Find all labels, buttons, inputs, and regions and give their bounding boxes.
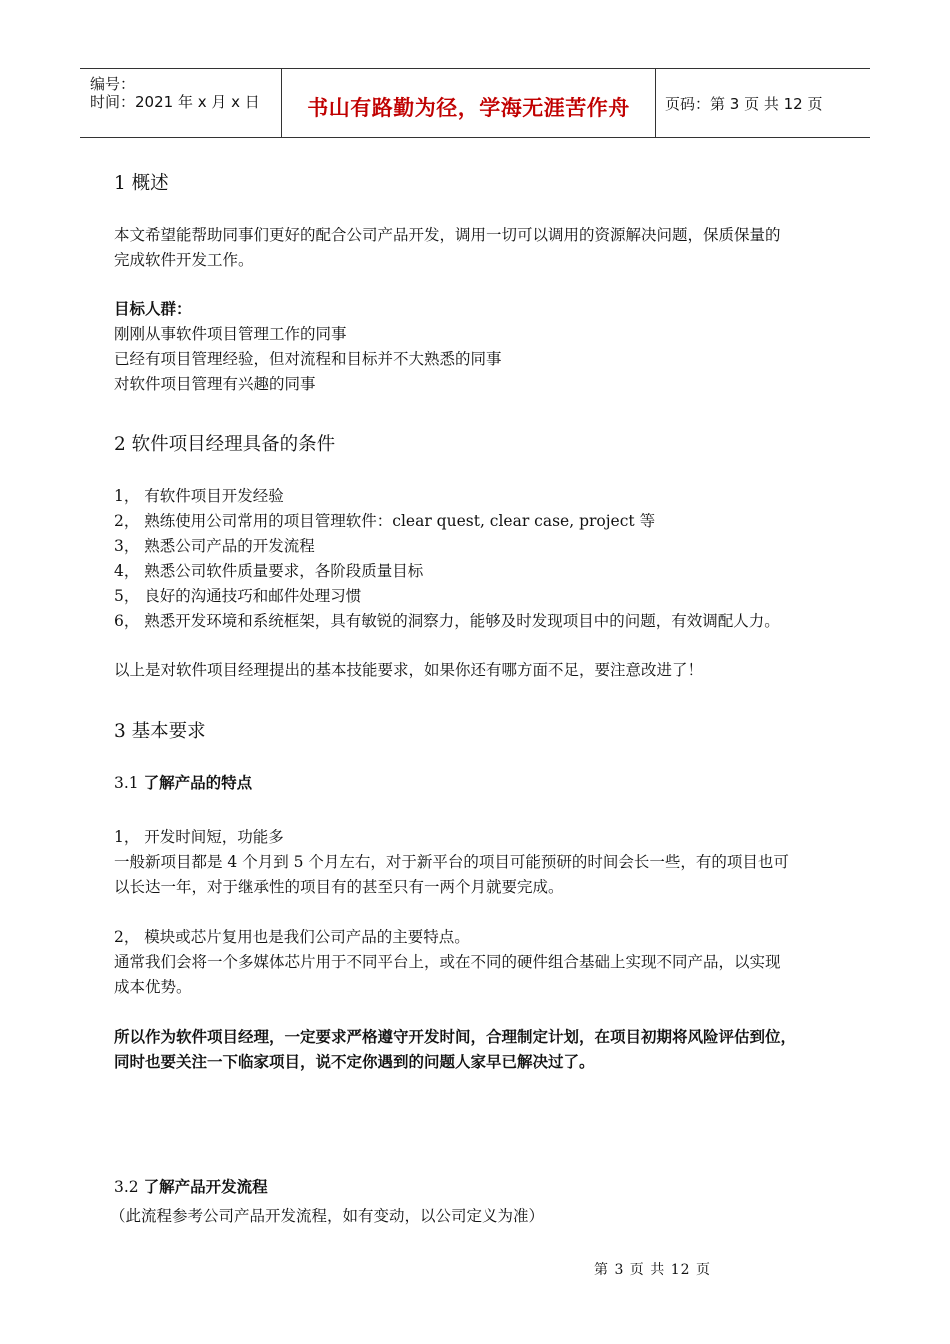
subsection-3-2-heading xyxy=(114,1177,268,1197)
section-3-heading: 3 基本要求 xyxy=(114,721,206,742)
subsection-3-1-heading xyxy=(114,773,252,793)
page-header xyxy=(80,68,870,138)
requirement-item: 5， 良好的沟通技巧和邮件处理习惯 xyxy=(114,587,362,605)
point-2-text-line-1: 通常我们会将一个多媒体芯片用于不同平台上，或在不同的硬件组合基础上实现不同产品，以实现 xyxy=(114,953,781,971)
section-1-intro-line-2: 完成软件开发工作。 xyxy=(114,251,254,269)
subsection-title: 了解产品的特点 xyxy=(143,773,253,792)
subsection-number: 3.1 xyxy=(114,774,139,792)
subsection-title: 了解产品开发流程 xyxy=(143,1177,268,1196)
requirement-item: 2， 熟练使用公司常用的项目管理软件：clear quest, clear case, project 等 xyxy=(114,512,656,530)
document-date: 时间：2021 年 x 月 x 日 xyxy=(90,93,260,111)
subsection-number: 3.2 xyxy=(114,1178,139,1196)
point-1-text-line-2: 以长达一年，对于继承性的项目有的甚至只有一两个月就要完成。 xyxy=(114,878,564,896)
requirement-item: 4， 熟悉公司软件质量要求，各阶段质量目标 xyxy=(114,562,424,580)
audience-item: 刚刚从事软件项目管理工作的同事 xyxy=(114,325,347,343)
document-number-label: 编号： xyxy=(90,75,136,93)
requirement-item: 6， 熟悉开发环境和系统框架，具有敏锐的洞察力，能够及时发现项目中的问题，有效调配人力。 xyxy=(114,612,780,630)
conclusion-line-2: 同时也要关注一下临家项目，说不定你遇到的问题人家早已解决过了。 xyxy=(114,1052,595,1071)
conclusion-line-1: 所以作为软件项目经理，一定要求严格遵守开发时间，合理制定计划，在项目初期将风险评估到位， xyxy=(114,1027,797,1046)
audience-label: 目标人群： xyxy=(114,299,192,318)
page-footer: 第 3 页 共 12 页 xyxy=(594,1262,711,1278)
audience-item: 已经有项目管理经验，但对流程和目标并不大熟悉的同事 xyxy=(114,350,502,368)
section-2-heading: 2 软件项目经理具备的条件 xyxy=(114,434,336,455)
requirement-item: 3， 熟悉公司产品的开发流程 xyxy=(114,537,315,555)
point-1-text-line-1: 一般新项目都是 4 个月到 5 个月左右，对于新平台的项目可能预研的时间会长一些，有的项目也可 xyxy=(114,853,789,871)
section-1-heading: 1 概述 xyxy=(114,173,169,194)
header-meta-cell xyxy=(80,69,281,137)
header-page-info: 页码：第 3 页 共 12 页 xyxy=(665,95,823,113)
requirement-item: 1， 有软件项目开发经验 xyxy=(114,487,284,505)
point-2-text-line-2: 成本优势。 xyxy=(114,978,192,996)
subsection-3-2-note: （此流程参考公司产品开发流程，如有变动，以公司定义为准） xyxy=(110,1207,545,1225)
header-motto-cell xyxy=(281,69,656,137)
section-2-summary: 以上是对软件项目经理提出的基本技能要求，如果你还有哪方面不足，要注意改进了！ xyxy=(114,661,704,679)
point-2-title: 2， 模块或芯片复用也是我们公司产品的主要特点。 xyxy=(114,928,470,946)
header-motto: 书山有路勤为径，学海无涯苦作舟 xyxy=(307,96,630,120)
point-1-title: 1， 开发时间短，功能多 xyxy=(114,828,284,846)
section-1-intro-line-1: 本文希望能帮助同事们更好的配合公司产品开发，调用一切可以调用的资源解决问题，保质保量的 xyxy=(114,226,781,244)
header-page-cell xyxy=(655,69,870,137)
audience-item: 对软件项目管理有兴趣的同事 xyxy=(114,375,316,393)
